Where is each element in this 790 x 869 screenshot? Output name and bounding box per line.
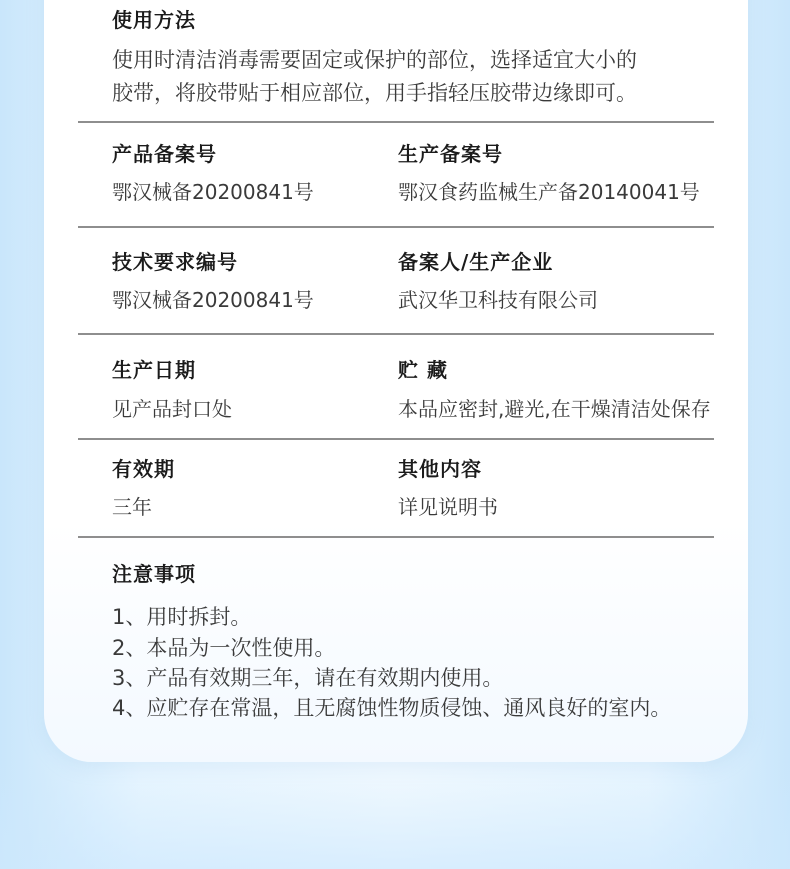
spec-value-product-record: 鄂汉械备20200841号 (112, 180, 314, 204)
divider (78, 333, 714, 335)
spec-value-tech-requirement: 鄂汉械备20200841号 (112, 288, 314, 312)
spec-label-other: 其他内容 (398, 457, 482, 481)
notes-item-2: 2、本品为一次性使用。 (112, 636, 336, 660)
divider (78, 121, 714, 123)
divider (78, 438, 714, 440)
divider (78, 536, 714, 538)
spec-label-production-record: 生产备案号 (398, 142, 503, 166)
usage-line-2: 胶带，将胶带贴于相应部位，用手指轻压胶带边缘即可。 (112, 81, 637, 105)
spec-label-production-date: 生产日期 (112, 358, 196, 382)
spec-value-manufacturer: 武汉华卫科技有限公司 (398, 288, 598, 312)
spec-value-other: 详见说明书 (398, 495, 498, 519)
spec-value-production-date: 见产品封口处 (112, 397, 232, 421)
notes-item-1: 1、用时拆封。 (112, 605, 252, 629)
spec-label-product-record: 产品备案号 (112, 142, 217, 166)
usage-line-1: 使用时清洁消毒需要固定或保护的部位，选择适宜大小的 (112, 48, 637, 72)
notes-title: 注意事项 (112, 562, 196, 586)
spec-label-storage: 贮 藏 (398, 358, 448, 382)
notes-item-3: 3、产品有效期三年，请在有效期内使用。 (112, 666, 504, 690)
spec-value-storage: 本品应密封,避光,在干燥清洁处保存 (398, 397, 711, 421)
spec-label-validity: 有效期 (112, 457, 175, 481)
spec-value-production-record: 鄂汉食药监械生产备20140041号 (398, 180, 700, 204)
notes-item-4: 4、应贮存在常温，且无腐蚀性物质侵蚀、通风良好的室内。 (112, 696, 672, 720)
usage-title: 使用方法 (112, 8, 196, 32)
divider (78, 226, 714, 228)
spec-label-tech-requirement: 技术要求编号 (112, 250, 238, 274)
spec-label-manufacturer: 备案人/生产企业 (398, 250, 554, 274)
spec-value-validity: 三年 (112, 495, 152, 519)
